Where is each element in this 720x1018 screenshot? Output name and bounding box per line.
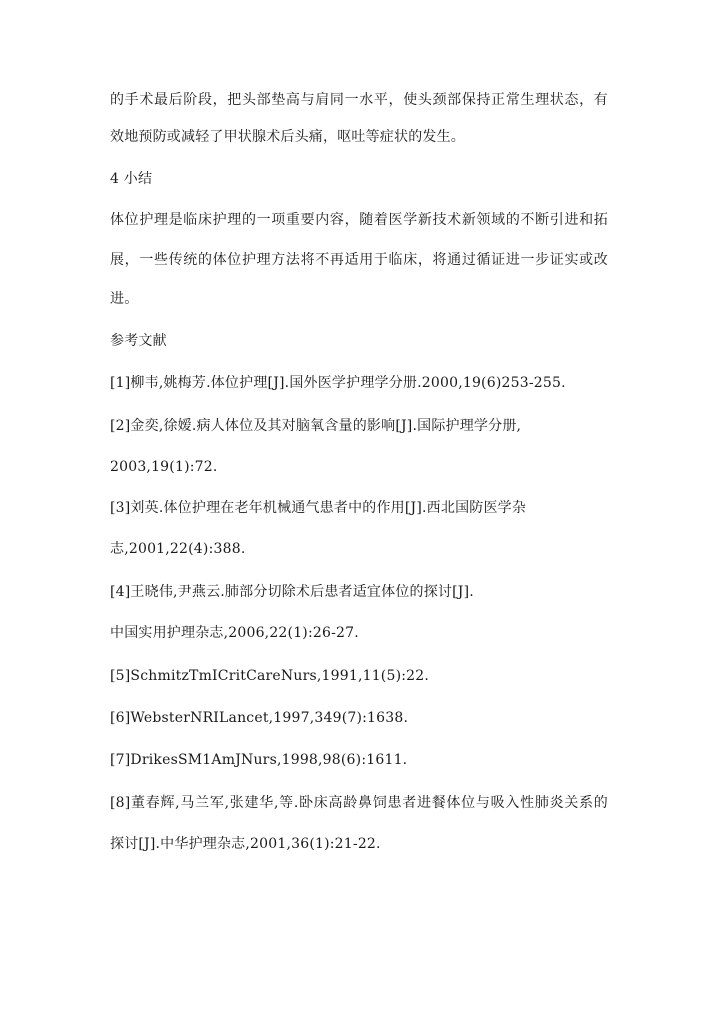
reference-8-line-1: [8]董春辉,马兰军,张建华,等.卧床高龄鼻饲患者进餐体位与吸入性肺炎关系的: [110, 795, 608, 811]
body-paragraph-1-line-1: 的手术最后阶段，把头部垫高与肩同一水平，使头颈部保持正常生理状态，有: [110, 92, 608, 108]
body-paragraph-1-line-2: 效地预防或减轻了甲状腺术后头痛，呕吐等症状的发生。: [110, 129, 465, 145]
reference-1-line-1: [1]柳韦,姚梅芳.体位护理[J].国外医学护理学分册.2000,19(6)253-255.: [110, 375, 566, 391]
reference-6-line-1: [6]WebsterNRILancet,1997,349(7):1638.: [110, 710, 409, 726]
reference-4-line-1: [4]王晓伟,尹燕云.肺部分切除术后患者适宜体位的探讨[J].: [110, 584, 474, 600]
reference-3-line-2: 志,2001,22(4):388.: [110, 541, 246, 557]
reference-5-line-1: [5]SchmitzTmICritCareNurs,1991,11(5):22.: [110, 668, 430, 684]
reference-7-line-1: [7]DrikesSM1AmJNurs,1998,98(6):1611.: [110, 752, 408, 768]
reference-8-line-2: 探讨[J].中华护理杂志,2001,36(1):21-22.: [110, 836, 381, 852]
reference-2-line-2: 2003,19(1):72.: [110, 459, 218, 475]
reference-4-line-2: 中国实用护理杂志,2006,22(1):26-27.: [110, 625, 359, 641]
body-paragraph-2-line-1: 体位护理是临床护理的一项重要内容，随着医学新技术新领域的不断引进和拓: [110, 212, 608, 228]
reference-2-line-1: [2]金奕,徐嫒.病人体位及其对脑氧含量的影响[J].国际护理学分册,: [110, 418, 522, 434]
reference-3-line-1: [3]刘英.体位护理在老年机械通气患者中的作用[J].西北国防医学杂: [110, 500, 527, 516]
references-heading: 参考文献: [110, 333, 167, 349]
body-paragraph-2-line-2: 展，一些传统的体位护理方法将不再适用于临床，将通过循证进一步证实或改: [110, 252, 608, 268]
section-heading-summary: 4 小结: [110, 171, 153, 187]
body-paragraph-2-line-3: 进。: [110, 291, 139, 307]
